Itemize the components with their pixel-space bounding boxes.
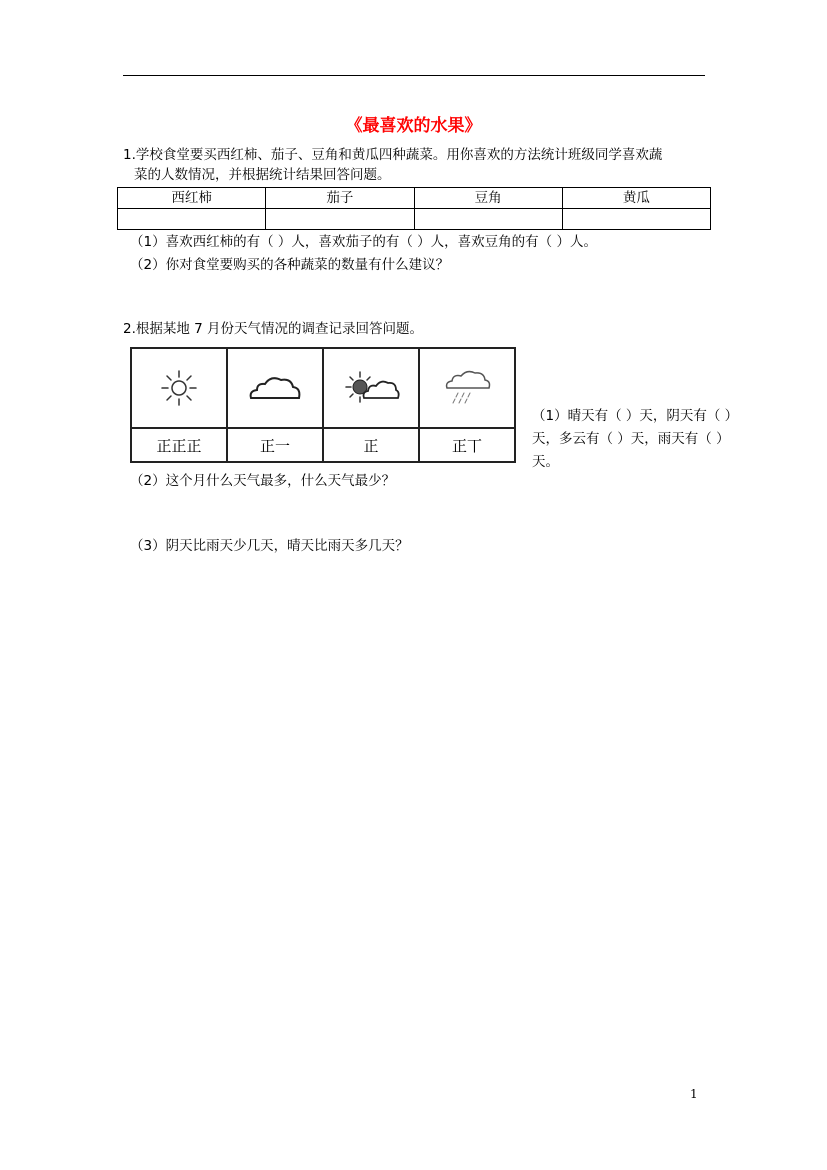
rain-icon — [420, 349, 514, 429]
header-bean: 豆角 — [414, 188, 562, 209]
question-2-sub-3: （3）阴天比雨天少几天，晴天比雨天多几天？ — [130, 538, 409, 554]
sunny-icon — [132, 349, 226, 429]
table-header-row — [118, 188, 711, 209]
table-blank-row — [118, 209, 711, 230]
cloudy-icon — [228, 349, 322, 429]
question-1-sub-1: （1）喜欢西红柿的有（ ）人，喜欢茄子的有（ ）人，喜欢豆角的有（ ）人。 — [130, 234, 597, 250]
question-2-intro: 2.根据某地 7 月份天气情况的调查记录回答问题。 — [123, 321, 424, 337]
page-title: 《最喜欢的水果》 — [345, 116, 482, 136]
question-1-line-2: 菜的人数情况，并根据统计结果回答问题。 — [134, 167, 391, 183]
blank-cell[interactable] — [266, 209, 414, 230]
weather-column-cloudy — [228, 349, 324, 461]
partly-cloudy-icon — [324, 349, 418, 429]
weather-table — [130, 347, 516, 463]
header-cucumber: 黄瓜 — [562, 188, 710, 209]
page-number: 1 — [690, 1087, 698, 1101]
question-1-sub-2: （2）你对食堂要购买的各种蔬菜的数量有什么建议？ — [130, 257, 450, 273]
weather-column-partly-cloudy — [324, 349, 420, 461]
weather-column-rain — [420, 349, 514, 461]
header-rule — [123, 75, 705, 76]
question-2-sub-1: （1）晴天有（ ）天，阴天有（ ）天，多云有（ ）天，雨天有（ ）天。 — [532, 408, 739, 470]
tally-rain: 正丅 — [451, 436, 482, 455]
vegetable-table — [117, 187, 711, 230]
tally-partly-cloudy: 正 — [363, 436, 379, 455]
blank-cell[interactable] — [562, 209, 710, 230]
blank-cell[interactable] — [118, 209, 266, 230]
header-eggplant: 茄子 — [266, 188, 414, 209]
question-1-line-1: 1.学校食堂要买西红柿、茄子、豆角和黄瓜四种蔬菜。用你喜欢的方法统计班级同学喜欢蔬 — [123, 147, 663, 163]
tally-sunny: 正正正 — [156, 436, 202, 455]
question-2-sub-2: （2）这个月什么天气最多，什么天气最少？ — [130, 473, 396, 489]
tally-cloudy: 正一 — [259, 436, 290, 455]
weather-column-sunny — [132, 349, 228, 461]
header-tomato: 西红柿 — [118, 188, 266, 209]
blank-cell[interactable] — [414, 209, 562, 230]
